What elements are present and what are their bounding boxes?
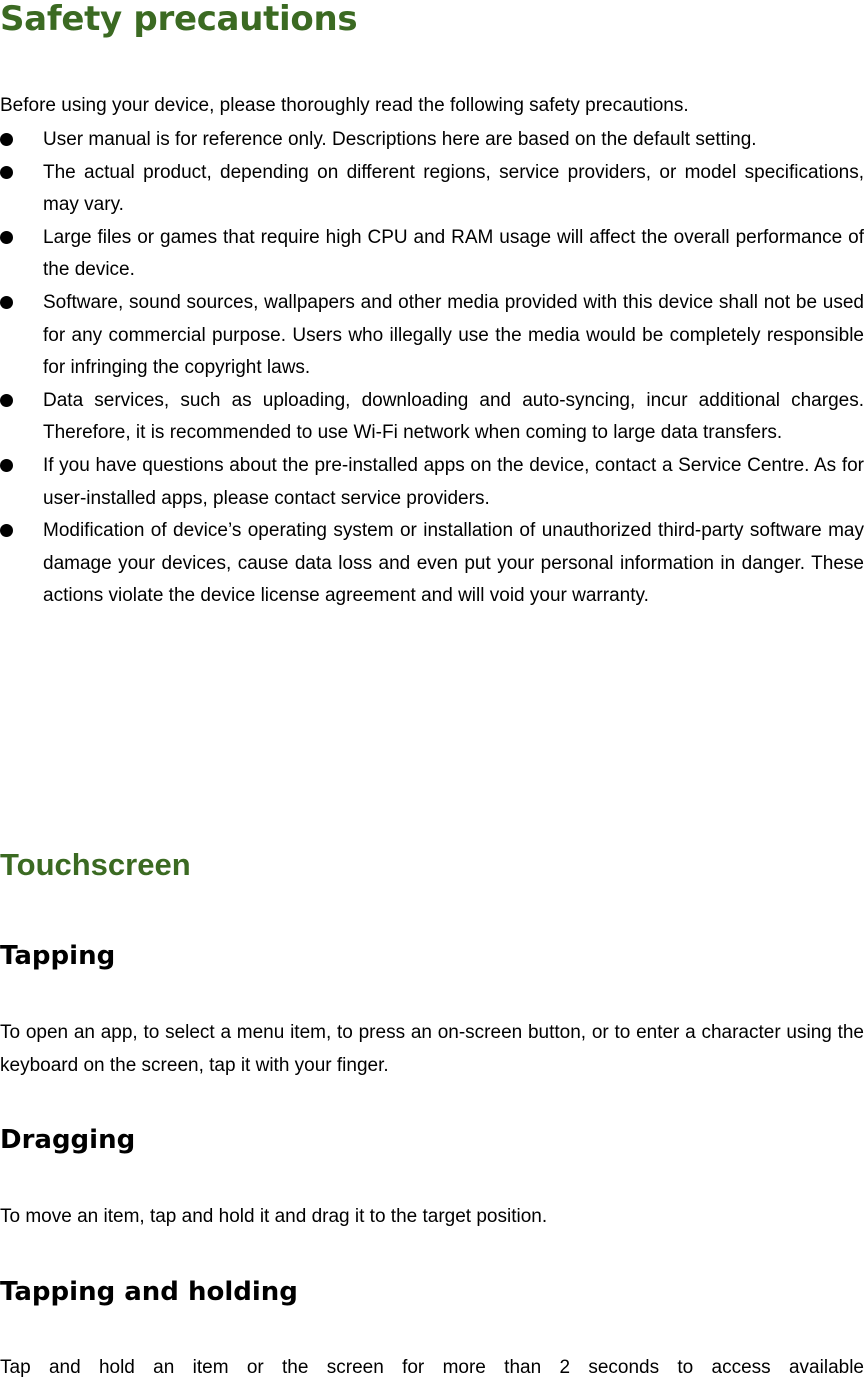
tapping-holding-heading: Tapping and holding [0,1277,298,1307]
list-item [0,124,864,157]
bullet-icon [0,459,13,472]
list-item-text: Software, sound sources, wallpapers and other media provided with this device shall not be used for any commercial purpose. Users who illegally use the media would be completely responsible for infringing the copyright laws. [43,291,864,379]
list-item-text: Data services, such as uploading, downloading and auto-syncing, incur additional charges. Therefore, it is recommended to use Wi-Fi network when coming to large data transfers. [43,389,864,444]
list-item-text: Large files or games that require high CPU and RAM usage will affect the overall performance of the device. [43,226,864,281]
list-item [0,515,864,613]
list-item-text: User manual is for reference only. Descriptions here are based on the default setting. [43,129,757,150]
bullet-icon [0,296,13,309]
list-item [0,222,864,287]
bullet-icon [0,524,13,537]
tapping-text: To open an app, to select a menu item, to press an on-screen button, or to enter a character using the keyboard on the screen, tap it with your finger. [0,1022,864,1076]
safety-bullet-list [0,124,864,613]
safety-intro-text: Before using your device, please thoroughly read the following safety precautions. [0,95,689,116]
list-item-text: Modification of device’s operating system or installation of unauthorized third-party software may damage your devices, cause data loss and even put your personal information in danger. These actions violate the device license agreement and will void your warranty. [43,520,864,607]
dragging-heading: Dragging [0,1125,136,1155]
list-item [0,450,864,515]
list-item [0,385,864,450]
list-item-text: The actual product, depending on different regions, service providers, or model specifications, may vary. [43,161,864,216]
tapping-heading: Tapping [0,941,116,971]
touchscreen-heading: Touchscreen [0,847,191,882]
safety-precautions-heading: Safety precautions [0,0,358,39]
bullet-icon [0,394,13,407]
list-item [0,157,864,222]
bullet-icon [0,231,13,244]
bullet-icon [0,133,13,146]
dragging-text: To move an item, tap and hold it and drag it to the target position. [0,1206,548,1227]
bullet-icon [0,166,13,179]
list-item [0,287,864,385]
list-item-text: If you have questions about the pre-installed apps on the device, contact a Service Centre. As for user-installed apps, please contact service providers. [43,454,864,509]
tapping-holding-text: Tap and hold an item or the screen for more than 2 seconds to access available [0,1357,864,1378]
